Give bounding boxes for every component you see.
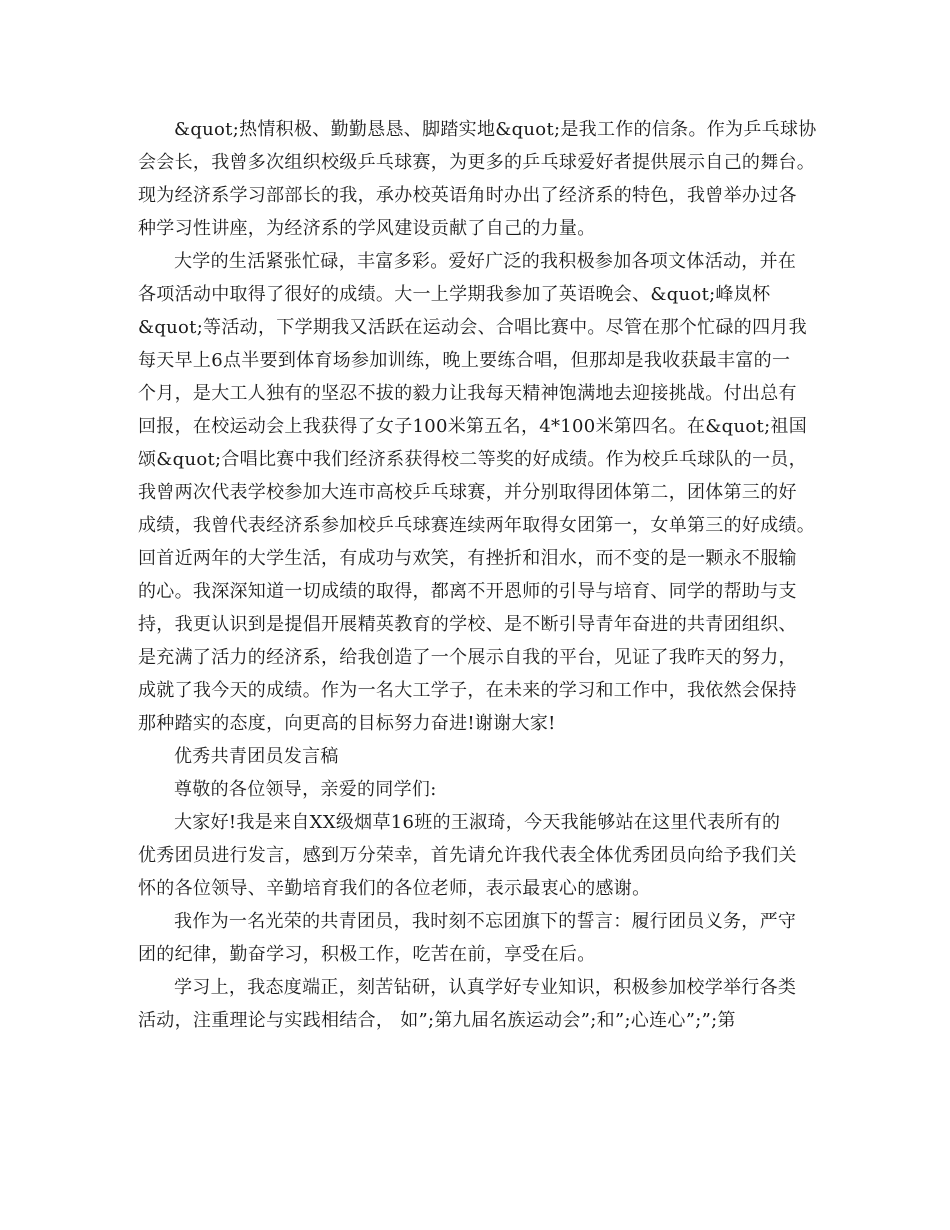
text-line: 活动，注重理论与实践相结合， 如”;第九届名族运动会”;和”;心连心”;”;第 [138,1010,736,1031]
text-line: 回报，在校运动会上我获得了女子100米第五名，4*100米第四名。在&quot;祖国 [138,416,808,437]
text-line: 成就了我今天的成绩。作为一名大工学子，在未来的学习和工作中，我依然会保持 [138,680,797,701]
text-line: 持，我更认识到是提倡开展精英教育的学校、是不断引导青年奋进的共青团组织、 [138,614,797,635]
text-line: 的心。我深深知道一切成绩的取得，都离不开恩师的引导与培育、同学的帮助与支 [138,581,797,602]
document-body [138,113,828,1037]
text-line: 每天早上6点半要到体育场参加训练，晚上要练合唱，但那却是我收获最丰富的一 [138,350,791,371]
text-line: 学习上，我态度端正，刻苦钻研，认真学好专业知识，积极参加校学举行各类 [174,977,797,998]
text-line: 是充满了活力的经济系，给我创造了一个展示自我的平台，见证了我昨天的努力， [138,647,797,668]
text-line: 成绩，我曾代表经济系参加校乒乓球赛连续两年取得女团第一，女单第三的好成绩。 [138,515,816,536]
text-line: 回首近两年的大学生活，有成功与欢笑，有挫折和泪水，而不变的是一颗永不服输 [138,548,797,569]
text-line: 团的纪律，勤奋学习，积极工作，吃苦在前，享受在后。 [138,944,596,965]
text-line: 大家好!我是来自XX级烟草16班的王淑琦，今天我能够站在这里代表所有的 [174,812,781,833]
text-line: 我作为一名光荣的共青团员，我时刻不忘团旗下的誓言：履行团员义务，严守 [174,911,797,932]
text-line: 种学习性讲座，为经济系的学风建设贡献了自己的力量。 [138,218,596,239]
text-line: &quot;等活动，下学期我又活跃在运动会、合唱比赛中。尽管在那个忙碌的四月我 [138,317,807,338]
text-line: 个月，是大工人独有的坚忍不拔的毅力让我每天精神饱满地去迎接挑战。付出总有 [138,383,797,404]
text-line: 各项活动中取得了很好的成绩。大一上学期我参加了英语晚会、&quot;峰岚杯 [138,284,771,305]
text-line: 大学的生活紧张忙碌，丰富多彩。爱好广泛的我积极参加各项文体活动，并在 [174,251,797,272]
text-line: 尊敬的各位领导，亲爱的同学们: [174,779,437,800]
text-line: 我曾两次代表学校参加大连市高校乒乓球赛，并分别取得团体第二，团体第三的好 [138,482,797,503]
text-line: 优秀团员进行发言，感到万分荣幸，首先请允许我代表全体优秀团员向给予我们关 [138,845,797,866]
text-line: 那种踏实的态度，向更高的目标努力奋进!谢谢大家! [138,713,556,734]
text-line: 颂&quot;合唱比赛中我们经济系获得校二等奖的好成绩。作为校乒乓球队的一员， [138,449,807,470]
text-line: &quot;热情积极、勤勤恳恳、脚踏实地&quot;是我工作的信条。作为乒乓球协 [174,119,817,140]
text-line: 怀的各位领导、辛勤培育我们的各位老师，表示最衷心的感谢。 [138,878,651,899]
text-line: 现为经济系学习部部长的我，承办校英语角时办出了经济系的特色，我曾举办过各 [138,185,797,206]
text-line: 会会长，我曾多次组织校级乒乓球赛，为更多的乒乓球爱好者提供展示自己的舞台。 [138,152,816,173]
text-line: 优秀共青团员发言稿 [174,746,339,767]
